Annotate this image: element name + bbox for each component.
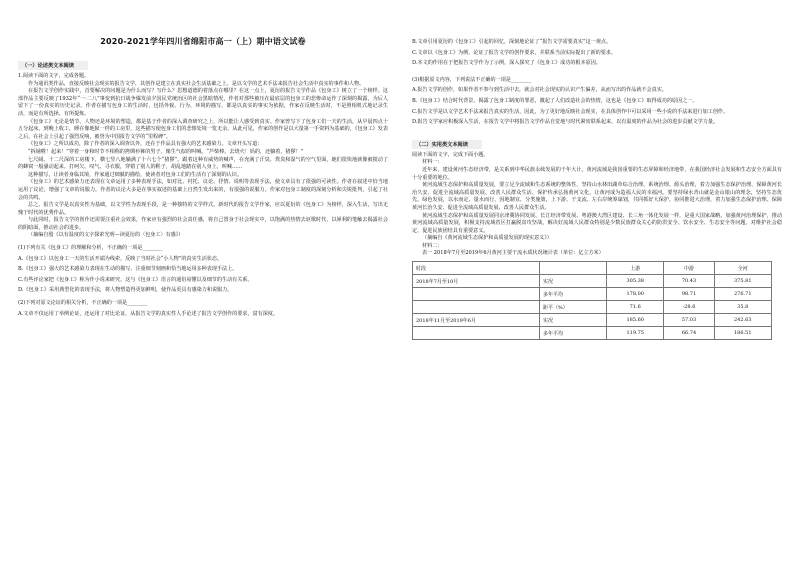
instruction: 阅读下面的文字，完成下面小题。 bbox=[412, 151, 489, 158]
source-note: （摘编自《黄河流域生态保护和高质量发展的现实意义》） bbox=[422, 235, 552, 242]
table-cell: 178.00 bbox=[607, 288, 664, 301]
paragraph: 近年来，建设黄河生态经济带，是关系到中华民族永续发展的千年大计。黄河流域是我国重要的生态屏障和经济地带，在我国经济社会发展和生态安全方面具有十分重要的地位。 bbox=[412, 166, 782, 181]
table-cell: 实况 bbox=[540, 314, 607, 327]
table-cell: 多年平均 bbox=[540, 327, 607, 340]
table-cell: 119.75 bbox=[607, 327, 664, 340]
paragraph: 作为通讯类作品，直接反映社会现实的报告文学，其创作是建立在真实社会生活基础之上，是以文学的艺术手法来报告社会生活中真实的事件和人物。 bbox=[28, 80, 365, 87]
table-cell: 305.38 bbox=[607, 275, 664, 288]
table-title: 表一 2018年7月至2019年6月黄河主要干流水质状况统计表（单位：亿立方米） bbox=[422, 250, 604, 257]
table-cell: 时段 bbox=[413, 262, 540, 275]
option-a: A.《包身工》以包身工一天的生活开端为线索，反映了当时社会“小人物”的真实生活状态。 bbox=[18, 255, 223, 262]
table-row bbox=[413, 288, 772, 301]
table-row bbox=[413, 327, 772, 340]
option-d: D.本文的作用在于把报告文学作为了示例，深入探究了《包身工》成功的根本原因。 bbox=[412, 60, 601, 67]
table-cell: 全河 bbox=[714, 262, 772, 275]
paragraph: 总之，报告文学是以真实性为基础，以文学性为表现手段，是一种独特的文学样式。新时代的报告文学作家，应以夏衍的《包身工》为榜样，深入生活，写出无愧于时代的优秀作品。 bbox=[18, 202, 388, 216]
question-2: (2)下列对原文论证的相关分析，不正确的一项是________ bbox=[18, 300, 148, 307]
table-cell: 71.6 bbox=[607, 301, 664, 314]
table-cell bbox=[413, 288, 540, 301]
paragraph: 在报告文学创作实践中，首要解决的问题是为什么而写？写什么？思想道德的着落点在哪里？在这一点上，夏衍的报告文学作品《包身工》树立了一个榜样。这部作品主要反映了1932年“一·二八”事变到抗日战争爆发前夕国民党统治区的社会黑暗情况，作者对那些被压在最底层的包身工的悲惨命运作了深刻的揭露，为后人留下了一份真实的历史记录。作者在描写包身工的生活时，包括外貌、行为、环境的描写，都是以真实的事实为依据，作家在反映生活时，不是照相机式地记录生活，而是有所选择、有所提炼。 bbox=[18, 88, 388, 117]
table-cell: 66.74 bbox=[664, 327, 714, 340]
instruction: 1.阅读下面的文字，完成各题。 bbox=[18, 73, 90, 79]
table-cell: 多年平均 bbox=[540, 288, 607, 301]
table-cell: 276.71 bbox=[714, 288, 772, 301]
table-cell: 185.60 bbox=[607, 314, 664, 327]
source-note: （摘编自殷《以有温度的文字探索光明—读夏衍的〈包身工〉有感》） bbox=[28, 232, 184, 239]
table-cell: 375.81 bbox=[714, 275, 772, 288]
table-cell: 35.8 bbox=[714, 301, 772, 314]
table-cell: 2018年7月至10月 bbox=[413, 275, 540, 288]
quote: “拆铺啦！起来！”穿着一身和时节不相称的拷绸衫裤的男子，像生气似的叫喊。“芦柴棒，去烧火！妈的，还躺着，猪猡！” bbox=[28, 148, 304, 155]
table-row bbox=[413, 314, 772, 327]
option-b: B.《包身工》结合时代背景，揭露了包身工制度的罪恶，激起了人们改造社会的热情，这也是《包身工》取得成功的原因之一。 bbox=[412, 97, 698, 104]
table-row bbox=[413, 301, 772, 314]
right-column bbox=[412, 0, 782, 340]
option-d: D.《包身工》采用典型化的表现手法，将人物塑造得更加鲜明，使作品更具有感染力和说服力。 bbox=[18, 287, 233, 294]
option-c: C.文章以《包身工》为例，论证了报告文学的创作要求，并联系当前实际提出了新的要求。 bbox=[412, 49, 616, 56]
table-cell: 186.51 bbox=[714, 327, 772, 340]
left-column bbox=[18, 0, 388, 318]
water-table bbox=[412, 261, 772, 340]
table-cell: 70.43 bbox=[664, 275, 714, 288]
paragraph: 与此同时，报告文学的创作还需要注重社会效果，作家应有强烈的社会责任感，将自己置身于社会现实中，以饱满的热情去讴歌时代，以犀利的笔触去揭露社会的阴暗面，推动社会的进步。 bbox=[18, 217, 388, 231]
option-a: A.报告文学的创作，如果作者不参与到生活中去，就会对社会现实的认识产生偏差，从而写出的作品就不会真实。 bbox=[412, 87, 667, 94]
table-cell: 57.03 bbox=[664, 314, 714, 327]
table-body bbox=[413, 262, 772, 340]
paragraph: 七尺阔、十二尺深的工房楼下，横七竖八地躺满了十六七个“猪猡”。跟着这种有威势的喊声，在充满了汗臭、粪臭和湿气的空气里面，她们很快地就像被搅动了的蜂窝一般骚动起来。打呵欠、叹气、寻衣服，穿错了别人的鞋子，胡乱地踏在别人身上，叫喊…… bbox=[18, 156, 388, 171]
question-1: (1)下列有关《包身工》的理解和分析，不正确的一项是________ bbox=[18, 245, 163, 252]
paragraph: 黄河流域生态保护和高质量发展，要立足全流域和生态系统的整体性，坚持山水林田湖草综合治理、系统治理、源头治理，着力加强生态保护治理、保障黄河长治久安、促进全流域高质量发展、改善人民群众生活、保护传承弘扬黄河文化，让黄河成为造福人民的幸福河。要坚持绿水青山就是金山银山的理念，坚持生态优先、绿色发展，以水而定、量水而行，因地制宜、分类施策，上下游、干支流、左右岸统筹谋划，共同抓好大保护，协同推进大治理，着力加强生态保护治理、保障黄河长治久安、促进全流域高质量发展、改善人民群众生活。 bbox=[412, 182, 782, 211]
page-title: 2020-2021学年四川省绵阳市高一（上）期中语文试卷 bbox=[100, 37, 306, 46]
table-cell: 距平（%） bbox=[540, 301, 607, 314]
paragraph: 这种描写，让读者身临其境，作家通过细腻的描绘，使读者对包身工们的生活有了深刻的认识。 bbox=[28, 171, 242, 178]
option-c: C.报告文学是以文学艺术手法来报告真实的生活，因此，为了更好地反映社会现实，在具体创作中可以采用一些小说的手法来进行加工创作。 bbox=[412, 108, 729, 115]
option-b: B.文章引用夏衍的《包身工》引起的回忆，深刻地论证了“报告文学需要真实”这一观点。 bbox=[412, 39, 612, 45]
material-label: 材料二： bbox=[422, 242, 443, 249]
paragraph: 《包身工》之所以成功，除了作者的深入调查以外，还在于作品具有强大的艺术感染力。文章开头写道： bbox=[28, 141, 263, 148]
option-c: C.有些评论家把《包身工》称为作小说来研究，这与《包身工》语言的通俗易懂以及细节的生动有关系。 bbox=[18, 276, 253, 283]
paragraph: 黄河流域生态保护和高质量发展同京津冀协同发展、长江经济带发展、粤港澳大湾区建设、长三角一体化发展一样，是重大国家战略。加强黄河治理保护，推动黄河流域高质量发展，积极支持流域省区打赢脱贫攻坚战，解决好流域人民群众特别是少数民族群众关心的防洪安全、饮水安全、生态安全等问题，对维护社会稳定、促进民族团结具有重要意义。 bbox=[412, 212, 782, 234]
table-cell bbox=[540, 262, 607, 275]
option-d: D.报告文学家应积极深入生活，在报告文学中将报告文学作品自觉地与时代紧密联系起来，以有温度的作品为社会的进步贡献文学力量。 bbox=[412, 119, 719, 126]
paragraph: 《包身工》无论是情节、人物还是环境的塑造，都是基于作者的深入调查研究之上，所以能让人感受到真实。作家曾写下了包身工们一天的生活，从早晨四点十五分起床，到晚上收工，睡在像地狱一样的工房里，这些描写使包身工们的悲惨处境一览无余。从此可见，作家的创作是以大量第一手资料为基础的，《包身工》发表之后，在社会上引起了强烈反响，被誉为中国报告文学的“里程碑”。 bbox=[18, 118, 388, 140]
paragraph: 《包身工》的艺术感染力还表现在文章运用了多种表现手法，如对比、衬托、议论、抒情、说明等表现手法，使文章具有了很强的可读性。作者在叙述中恰当地运用了议论，增强了文章的说服力。作者的议论大多是在事实叙述的基础上自然生发出来的，有很强的说服力。作家对包身工制度的深刻分析和尖锐批判，引起了社会的共鸣。 bbox=[18, 179, 388, 201]
material-label: 材料一： bbox=[422, 159, 443, 166]
section-heading-practical: （二）实用类文本阅读 bbox=[412, 140, 482, 149]
table-row bbox=[413, 275, 772, 288]
table-cell: 上游 bbox=[607, 262, 664, 275]
table-cell bbox=[413, 327, 540, 340]
option-a: A.文章不仅运用了举例论证，还运用了对比论证，从报告文学的真实性人手论述了报告文学创作的要求，富有深度。 bbox=[18, 310, 278, 317]
table-cell: 中游 bbox=[664, 262, 714, 275]
table-header-row bbox=[413, 262, 772, 275]
question-3: (3)根据原文内容，下列说法不正确的一项是________ bbox=[412, 76, 532, 83]
table-cell: -28.6 bbox=[664, 301, 714, 314]
table-cell bbox=[413, 301, 540, 314]
option-b: B.《包身工》强大的艺术感染力表现在生动的描写、注重细节刻画和恰当地运用多种表现手法上。 bbox=[18, 266, 238, 273]
section-heading-argument: （一）论述类文本阅读 bbox=[18, 61, 88, 70]
table-cell: 2018年11月至2019年6月 bbox=[413, 314, 540, 327]
table-cell: 98.71 bbox=[664, 288, 714, 301]
table-cell: 242.63 bbox=[714, 314, 772, 327]
table-cell: 实况 bbox=[540, 275, 607, 288]
